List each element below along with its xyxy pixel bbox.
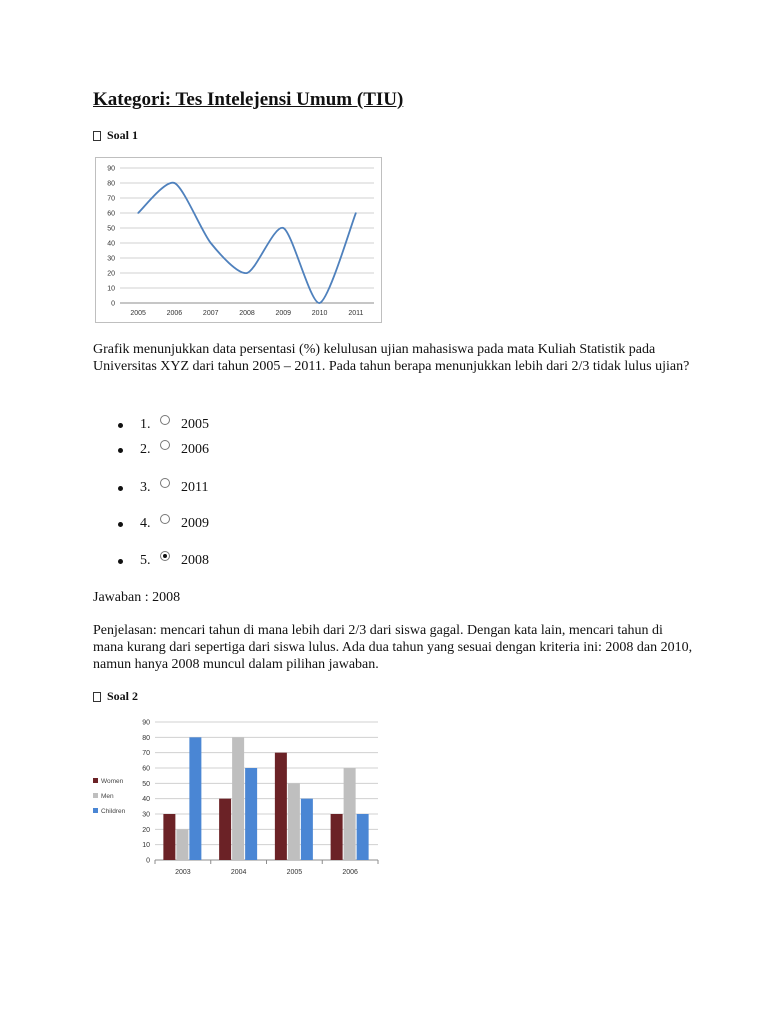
bar-men	[344, 768, 356, 860]
bar-men	[232, 737, 244, 860]
y-tick-label: 0	[111, 300, 115, 308]
option-label: 2006	[181, 442, 209, 457]
bar-children	[301, 799, 313, 860]
x-tick-label: 2009	[275, 310, 292, 317]
y-tick-label: 30	[107, 255, 115, 263]
data-point	[210, 242, 212, 244]
bar-women	[275, 753, 287, 860]
x-tick-label: 2010	[311, 310, 328, 317]
checkbox-square-icon	[93, 692, 101, 702]
option-number: 4.	[140, 516, 151, 531]
y-tick-label: 60	[107, 210, 115, 218]
y-tick-label: 10	[107, 285, 115, 293]
option-radio[interactable]	[160, 440, 170, 450]
bar-chart	[88, 712, 386, 880]
line-chart-svg	[96, 158, 381, 322]
y-tick-label: 80	[107, 180, 115, 188]
page-title: Kategori: Tes Intelejensi Umum (TIU)	[93, 89, 404, 110]
y-tick-label: 50	[107, 225, 115, 233]
x-tick-label: 2007	[202, 310, 219, 317]
bar-children	[357, 814, 369, 860]
option-1[interactable]	[118, 416, 209, 434]
question-text: Grafik menunjukkan data persentasi (%) kelulusan ujian mahasiswa pada mata Kuliah Statistik pada Universitas XYZ dari tahun 2005 – 2011. Pada tahun berapa menunjukkan lebih dari 2/3 tidak lulus ujian?	[93, 342, 690, 374]
x-tick-label: 2006	[342, 869, 358, 876]
bullet-icon	[118, 486, 123, 491]
data-point	[319, 302, 321, 304]
y-tick-label: 70	[107, 195, 115, 203]
y-tick-label: 10	[142, 842, 150, 850]
legend-swatch	[93, 793, 98, 798]
x-tick-label: 2004	[230, 869, 247, 876]
option-number: 5.	[140, 553, 151, 568]
y-tick-label: 40	[142, 796, 150, 804]
option-radio[interactable]	[160, 478, 170, 488]
option-5[interactable]	[118, 552, 209, 570]
option-number: 3.	[140, 480, 151, 495]
line-chart	[95, 157, 382, 323]
option-3[interactable]	[118, 479, 208, 497]
x-tick-label: 2008	[239, 310, 255, 317]
option-2[interactable]	[118, 441, 209, 459]
x-tick-label: 2011	[348, 310, 364, 317]
data-point	[137, 212, 139, 214]
option-label: 2009	[181, 516, 209, 531]
x-tick-label: 2003	[175, 869, 191, 876]
checkbox-square-icon	[93, 131, 101, 141]
y-tick-label: 90	[142, 719, 150, 727]
bar-women	[219, 799, 231, 860]
option-radio[interactable]	[160, 415, 170, 425]
x-tick-label: 2006	[166, 310, 183, 317]
option-label: 2008	[181, 553, 209, 568]
bar-children	[189, 737, 201, 860]
y-tick-label: 50	[142, 780, 150, 788]
soal-1-heading	[93, 128, 138, 143]
soal-2-label: Soal 2	[107, 689, 139, 703]
legend-swatch	[93, 808, 98, 813]
legend-label: Men	[101, 793, 114, 800]
y-tick-label: 40	[107, 240, 115, 248]
data-point	[246, 272, 248, 274]
bar-men	[176, 829, 188, 860]
bar-chart-svg	[88, 712, 386, 880]
bar-children	[245, 768, 257, 860]
bullet-icon	[118, 522, 123, 527]
y-tick-label: 30	[142, 811, 150, 819]
x-tick-label: 2005	[130, 310, 146, 317]
y-tick-label: 90	[107, 165, 115, 173]
option-number: 1.	[140, 417, 151, 432]
bullet-icon	[118, 423, 123, 428]
legend-label: Women	[101, 778, 124, 785]
data-point	[282, 227, 284, 229]
option-radio[interactable]	[160, 551, 170, 561]
option-radio[interactable]	[160, 514, 170, 524]
y-tick-label: 0	[146, 857, 150, 865]
y-tick-label: 60	[142, 765, 150, 773]
option-4[interactable]	[118, 515, 209, 533]
explanation-text: Penjelasan: mencari tahun di mana lebih dari 2/3 dari siswa gagal. Dengan kata lain, mencari tahun di mana kurang dari sepertiga dari siswa lulus. Ada dua tahun yang sesuai dengan kriteria ini: 2008 dan 2010, namun hanya 2008 muncul dalam pilihan jawaban.	[93, 623, 693, 672]
data-point	[174, 182, 176, 184]
data-point	[355, 212, 357, 214]
option-number: 2.	[140, 442, 151, 457]
answer-text: Jawaban : 2008	[93, 590, 181, 605]
bullet-icon	[118, 559, 123, 564]
soal-1-label: Soal 1	[107, 128, 139, 142]
soal-2-heading	[93, 689, 138, 704]
x-tick-label: 2005	[286, 869, 303, 876]
bar-women	[163, 814, 175, 860]
y-tick-label: 70	[142, 750, 150, 758]
bar-men	[288, 783, 300, 860]
legend-label: Children	[101, 808, 126, 815]
legend-swatch	[93, 778, 98, 783]
y-tick-label: 20	[107, 270, 115, 278]
bar-women	[331, 814, 343, 860]
y-tick-label: 20	[142, 826, 150, 834]
option-label: 2011	[181, 480, 209, 495]
y-tick-label: 80	[142, 734, 150, 742]
option-label: 2005	[181, 417, 209, 432]
bullet-icon	[118, 448, 123, 453]
